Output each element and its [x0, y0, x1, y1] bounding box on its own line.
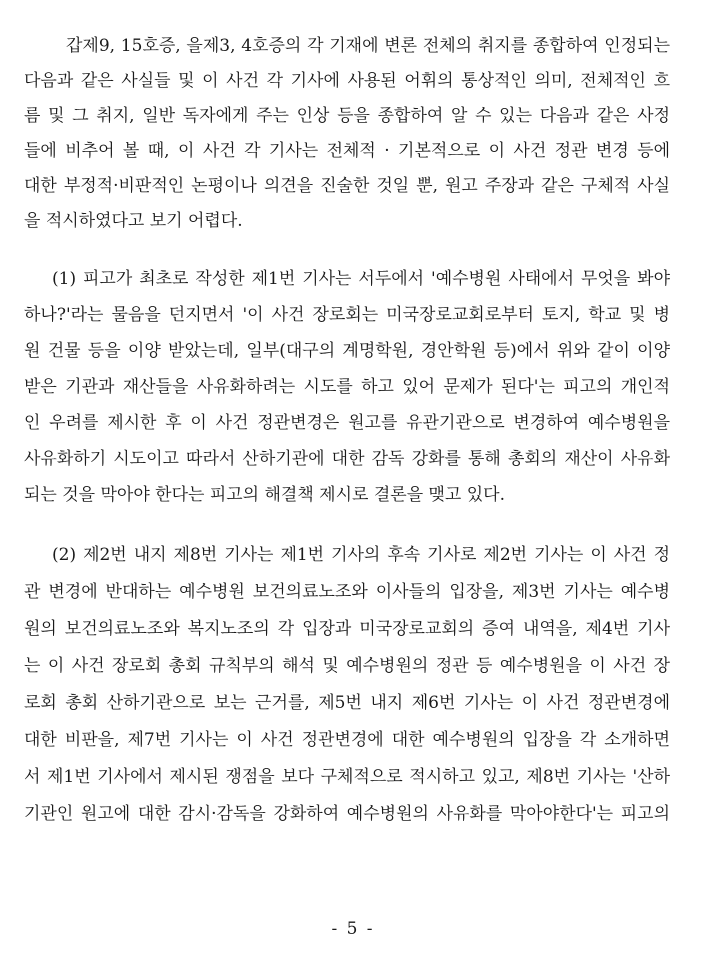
paragraph-2-line-4: 받은 기관과 재산들을 사유화하려는 시도를 하고 있어 문제가 된다'는 피고의 개인적 — [24, 377, 670, 397]
paragraph-2-line-1: (1) 피고가 최초로 작성한 제1번 기사는 서두에서 '예수병원 사태에서 무엇을 봐야 — [52, 269, 670, 289]
paragraph-2-line-3: 원 건물 등을 이양 받았는데, 일부(대구의 계명학원, 경안학원 등)에서 위와 같이 이양 — [24, 341, 670, 361]
paragraph-3-line-8: 기관인 원고에 대한 감시·감독을 강화하여 예수병원의 사유화를 막아야한다'는 피고의 — [24, 804, 670, 824]
paragraph-1-line-3: 름 및 그 취지, 일반 독자에게 주는 인상 등을 종합하여 알 수 있는 다음과 같은 사정 — [24, 106, 670, 126]
paragraph-3-line-1: (2) 제2번 내지 제8번 기사는 제1번 기사의 후속 기사로 제2번 기사는 이 사건 정 — [52, 545, 670, 565]
paragraph-3-line-3: 원의 보건의료노조와 복지노조의 각 입장과 미국장로교회의 증여 내역을, 제4번 기사 — [24, 619, 670, 639]
paragraph-1-line-1: 갑제9, 15호증, 을제3, 4호증의 각 기재에 변론 전체의 취지를 종합하여 인정되는 — [66, 36, 670, 56]
paragraph-1-line-5: 대한 부정적·비판적인 논평이나 의견을 진술한 것일 뿐, 원고 주장과 같은 구체적 사실 — [24, 176, 670, 196]
paragraph-2-line-2: 하나?'라는 물음을 던지면서 '이 사건 장로회는 미국장로교회로부터 토지, 학교 및 병 — [24, 305, 670, 325]
paragraph-1-line-6: 을 적시하였다고 보기 어렵다. — [24, 211, 243, 231]
page-number: - 5 - — [331, 919, 375, 939]
paragraph-3-line-4: 는 이 사건 장로회 총회 규칙부의 해석 및 예수병원의 정관 등 예수병원을 이 사건 장 — [24, 656, 670, 676]
paragraph-3-line-5: 로회 총회 산하기관으로 보는 근거를, 제5번 내지 제6번 기사는 이 사건 정관변경에 — [24, 693, 670, 713]
paragraph-3-line-6: 대한 비판을, 제7번 기사는 이 사건 정관변경에 대한 예수병원의 입장을 각 소개하면 — [24, 730, 670, 750]
paragraph-3-line-7: 서 제1번 기사에서 제시된 쟁점을 보다 구체적으로 적시하고 있고, 제8번 기사는 '산하 — [24, 767, 670, 787]
paragraph-2-line-5: 인 우려를 제시한 후 이 사건 정관변경은 원고를 유관기관으로 변경하여 예수병원을 — [24, 413, 670, 433]
paragraph-1-line-2: 다음과 같은 사실들 및 이 사건 각 기사에 사용된 어휘의 통상적인 의미, 전체적인 흐 — [24, 71, 670, 91]
paragraph-2-line-6: 사유화하기 시도이고 따라서 산하기관에 대한 감독 강화를 통해 총회의 재산이 사유화 — [24, 449, 670, 469]
paragraph-2-line-7: 되는 것을 막아야 한다는 피고의 해결책 제시로 결론을 맺고 있다. — [24, 485, 506, 505]
paragraph-1-line-4: 들에 비추어 볼 때, 이 사건 각 기사는 전체적 · 기본적으로 이 사건 정관 변경 등에 — [24, 141, 670, 161]
paragraph-3-line-2: 관 변경에 반대하는 예수병원 보건의료노조와 이사들의 입장을, 제3번 기사는 예수병 — [24, 582, 670, 602]
